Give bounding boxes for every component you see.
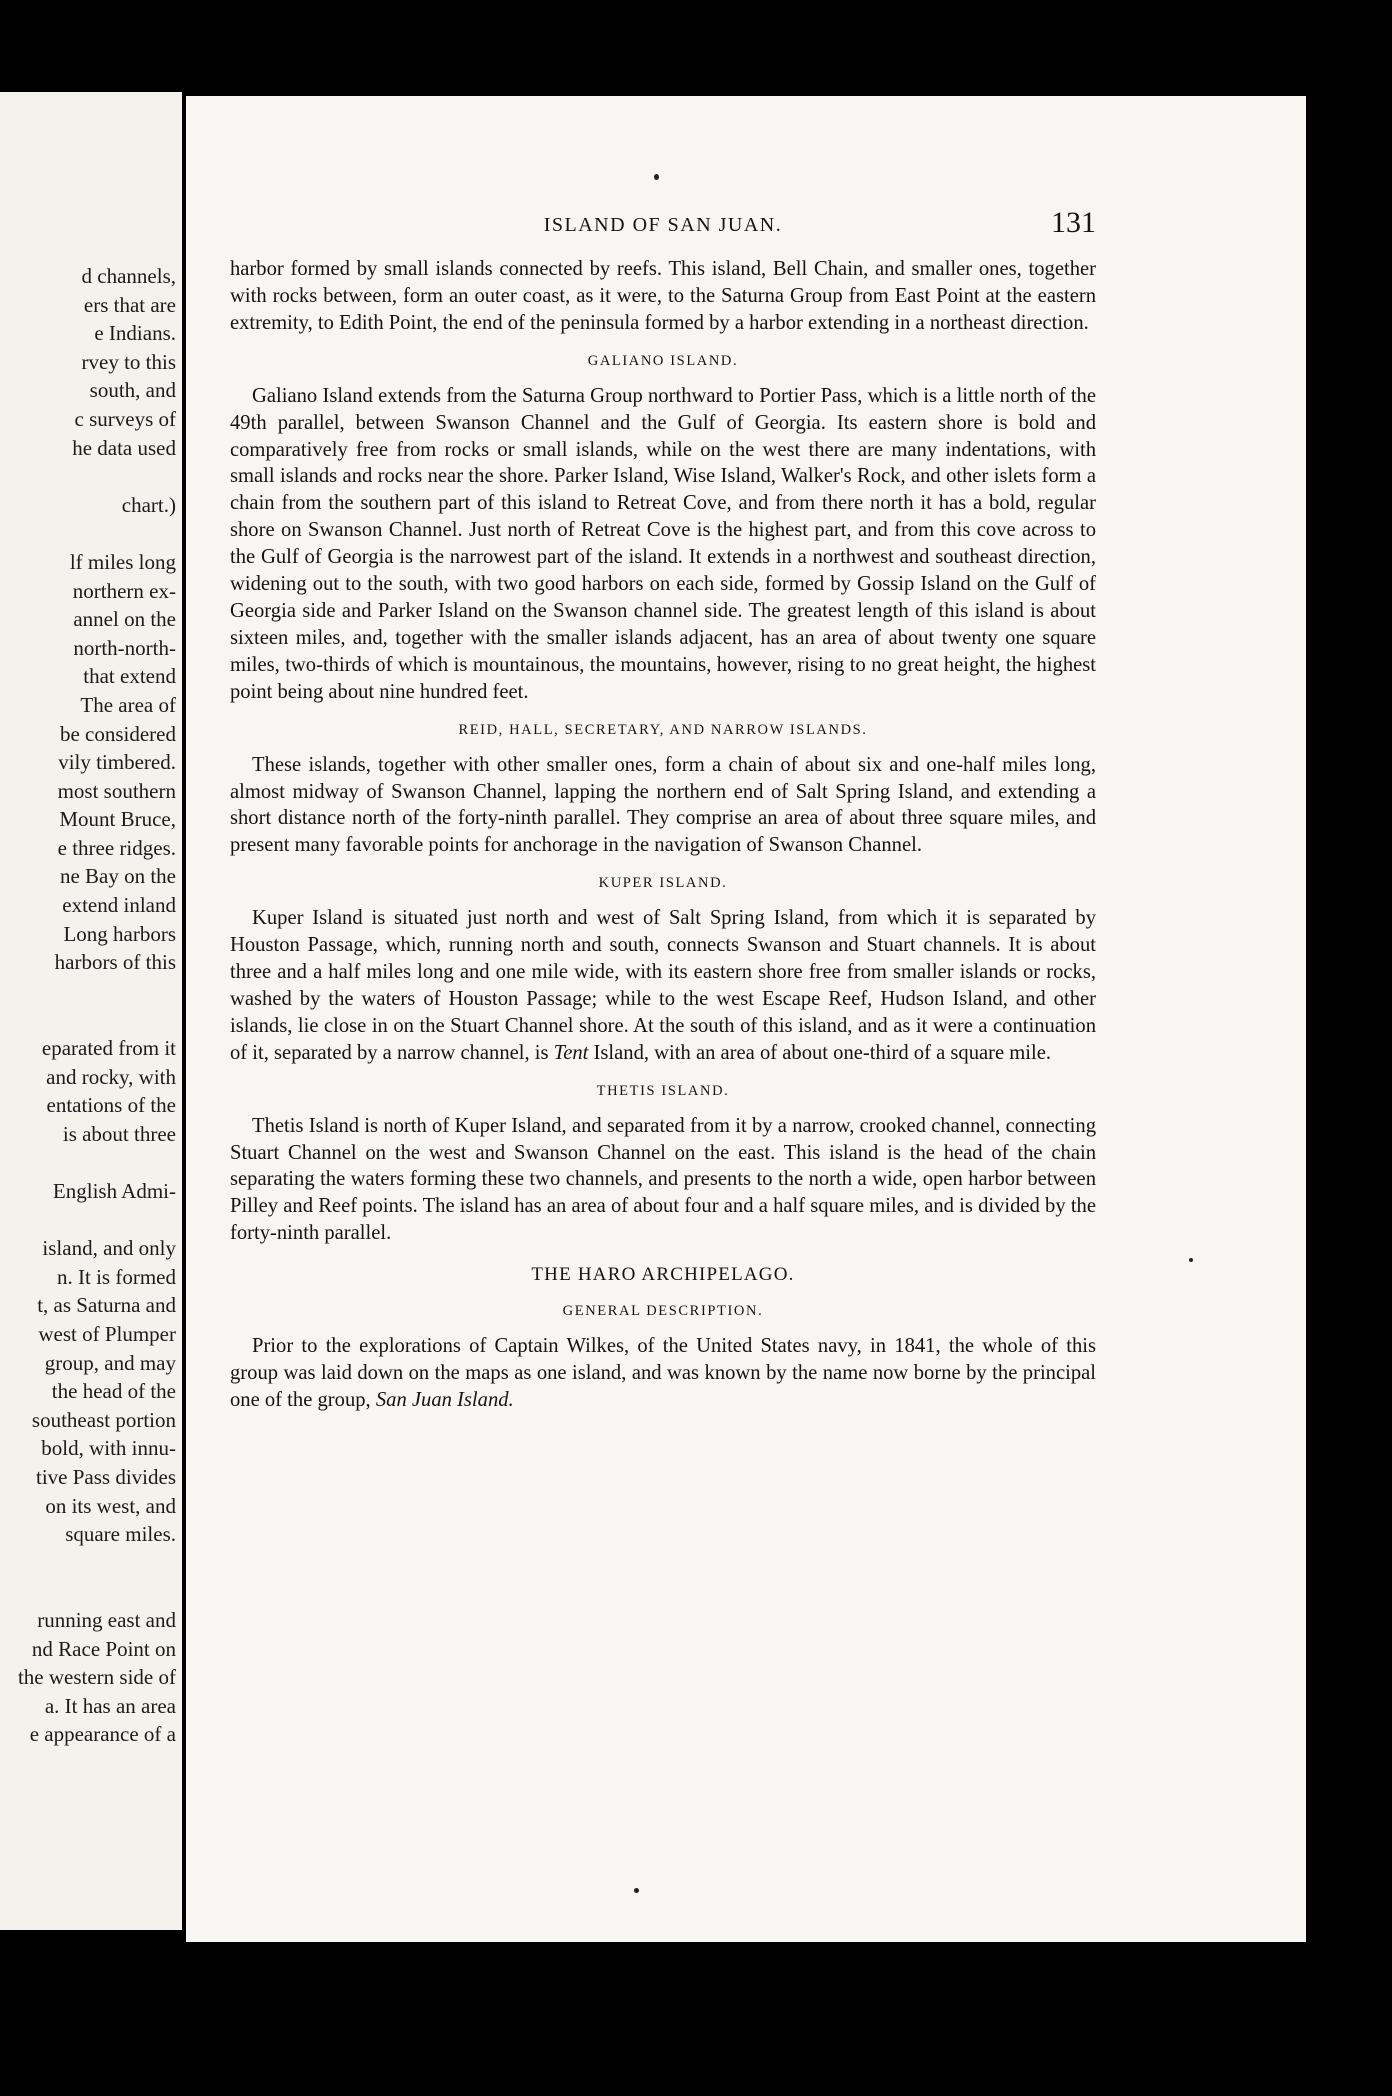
facing-page-line: English Admi-: [52, 1179, 176, 1203]
facing-page-line: is about three: [62, 1121, 176, 1146]
facing-page-line: vily timbered.: [58, 750, 176, 775]
facing-page-line: ers that are: [83, 292, 176, 317]
facing-page-line: e three ridges.: [57, 835, 176, 860]
facing-page-line: bold, with innu-: [41, 1436, 176, 1461]
intro-paragraph: harbor formed by small islands connected by reefs. This island, Bell Chain, and smaller ones, together with rocks between, form an outer coast, as it were, to the Saturna Group from East Point at the eastern extremity, to Edith Point, the end of the peninsula formed by a harbor extending in a northeast direction.: [230, 258, 1096, 334]
facing-page-line: The area of: [80, 692, 176, 717]
facing-page-line: t, as Saturna and: [37, 1293, 176, 1318]
facing-page-line: island, and only: [42, 1236, 176, 1261]
facing-page-line: [0, 1206, 176, 1235]
facing-page-line: a. It has an area: [44, 1693, 176, 1718]
facing-page-line: rvey to this: [81, 349, 176, 374]
facing-page-line: harbors of this: [54, 950, 176, 975]
facing-page-line: running east and: [37, 1607, 176, 1632]
facing-page-line: [0, 1005, 176, 1034]
paragraph-kuper-text: Kuper Island is situated just north and west of Salt Spring Island, from which it is separated by Houston Passage, which, running north and south, connects Swanson and Stuart channels. It is about three and a half miles long and one mile wide, with its eastern shore free from smaller islands or rocks, washed by the waters of Houston Passage; while to the west Escape Reef, Hudson Island, and other islands, lie close in on the Stuart Channel shore. At the south of this island, and as it were a continuation of it, separated by a narrow channel, is: [230, 907, 1096, 1064]
section-heading-kuper: KUPER ISLAND.: [598, 875, 728, 892]
facing-page-line: square miles.: [65, 1522, 176, 1547]
paragraph-kuper-end: Island, with an area of about one-third of a square mile.: [588, 1041, 1052, 1064]
facing-page-line: west of Plumper: [38, 1321, 176, 1346]
ink-speck: [654, 174, 659, 180]
facing-page-line: [0, 462, 176, 491]
ink-speck: [1189, 1258, 1193, 1262]
facing-page-line: group, and may: [44, 1350, 176, 1375]
page-content: [230, 206, 1096, 1414]
facing-page-line: and rocky, with: [46, 1064, 176, 1089]
facing-page-line: [0, 1549, 176, 1578]
facing-page-line: south, and: [89, 378, 176, 403]
tent-island-name: Tent: [553, 1041, 589, 1064]
facing-page-line: he data used: [72, 435, 176, 460]
paragraph-thetis: Thetis Island is north of Kuper Island, and separated from it by a narrow, crooked channel, connecting Stuart Channel on the west and Swanson Channel on the east. This island is the head of the chain separating the waters forming these two channels, and presents to the north a wide, open harbor between Pilley and Reef points. The island has an area of about four and a half square miles, and is divided by the forty-ninth parallel.: [230, 1114, 1096, 1245]
facing-page-line: the western side of: [17, 1665, 176, 1690]
facing-page-line: n. It is formed: [57, 1264, 176, 1289]
facing-page-line: southeast portion: [31, 1407, 176, 1432]
facing-page-lines: [0, 262, 176, 1749]
san-juan-island-name: San Juan Island.: [375, 1389, 514, 1411]
facing-page-fragment: [0, 92, 182, 1930]
facing-page-line: extend inland: [62, 893, 176, 918]
facing-page-line: entations of the: [46, 1093, 176, 1118]
facing-page-line: northern ex-: [72, 578, 176, 603]
facing-page-line: [0, 977, 176, 1006]
facing-page-line: north-north-: [73, 635, 176, 660]
facing-page-line: chart.): [121, 492, 176, 517]
book-page: [186, 96, 1306, 1942]
facing-page-line: most southern: [57, 778, 176, 803]
facing-page-line: nd Race Point on: [31, 1636, 176, 1661]
facing-page-line: on its west, and: [45, 1493, 176, 1518]
section-heading-galiano: GALIANO ISLAND.: [587, 352, 739, 369]
facing-page-line: Mount Bruce,: [59, 807, 176, 832]
facing-page-line: that extend: [83, 664, 176, 689]
facing-page-line: the head of the: [51, 1379, 176, 1404]
section-heading-thetis: THETIS ISLAND.: [596, 1082, 730, 1099]
facing-page-line: Long harbors: [63, 921, 176, 946]
paragraph-reid-hall: These islands, together with other smaller ones, form a chain of about six and one-half miles long, almost midway of Swanson Channel, lapping the northern end of Salt Spring Island, and extending a short distance north of the forty-ninth parallel. They comprise an area of about three square miles, and present many favorable points for anchorage in the navigation of Swanson Channel.: [230, 753, 1096, 857]
facing-page-line: ne Bay on the: [59, 864, 176, 889]
facing-page-line: tive Pass divides: [36, 1464, 176, 1489]
running-head-title: ISLAND OF SAN JUAN.: [543, 214, 783, 236]
chapter-heading: THE HARO ARCHIPELAGO.: [531, 1264, 795, 1286]
facing-page-line: [0, 1577, 176, 1606]
facing-page-line: d channels,: [81, 264, 176, 288]
section-heading-general: GENERAL DESCRIPTION.: [562, 1303, 764, 1320]
running-head: [230, 206, 1096, 256]
facing-page-line: eparated from it: [41, 1036, 176, 1061]
page-number: 131: [1051, 206, 1096, 239]
paragraph-general-text: Prior to the explorations of Captain Wilkes, of the United States navy, in 1841, the whole of this group was laid down on the maps as one island, and was known by the name now borne by the principal one of the group,: [230, 1335, 1096, 1411]
facing-page-line: lf miles long: [69, 549, 176, 574]
facing-page-line: [0, 1148, 176, 1177]
facing-page-line: [0, 519, 176, 548]
paragraph-galiano: Galiano Island extends from the Saturna Group northward to Portier Pass, which is a little north of the 49th parallel, between Swanson Channel and the Gulf of Georgia. Its eastern shore is bold and comparatively free from rocks or small islands, while on the west there are many indentations, with small islands and rocks near the shore. Parker Island, Wise Island, Walker's Rock, and other islets form a chain from the southern part of this island to Retreat Cove, and from there north it has a bold, regular shore on Swanson Channel. Just north of Retreat Cove is the highest part, and from this cove across to the Gulf of Georgia is the narrowest part of the island. It extends in a northwest and southeast direction, widening out to the south, with two good harbors on each side, formed by Gossip Island on the Gulf of Georgia side and Parker Island on the Swanson channel side. The greatest length of this island is about sixteen miles, and, together with the smaller islands adjacent, has an area of about twenty one square miles, two-thirds of which is mountainous, the mountains, however, rising to no great height, the highest point being about nine hundred feet.: [230, 384, 1096, 703]
paragraph-kuper: [230, 905, 1096, 1066]
section-heading-reid-hall: REID, HALL, SECRETARY, AND NARROW ISLANDS.: [458, 721, 868, 738]
paragraph-general: [230, 1333, 1096, 1414]
facing-page-line: be considered: [59, 721, 176, 746]
facing-page-line: e Indians.: [94, 321, 176, 346]
facing-page-line: annel on the: [73, 607, 176, 632]
facing-page-line: c surveys of: [74, 406, 176, 431]
facing-page-line: e appearance of a: [29, 1722, 176, 1747]
scan-border: [0, 1942, 1392, 2096]
ink-speck: [634, 1888, 639, 1893]
